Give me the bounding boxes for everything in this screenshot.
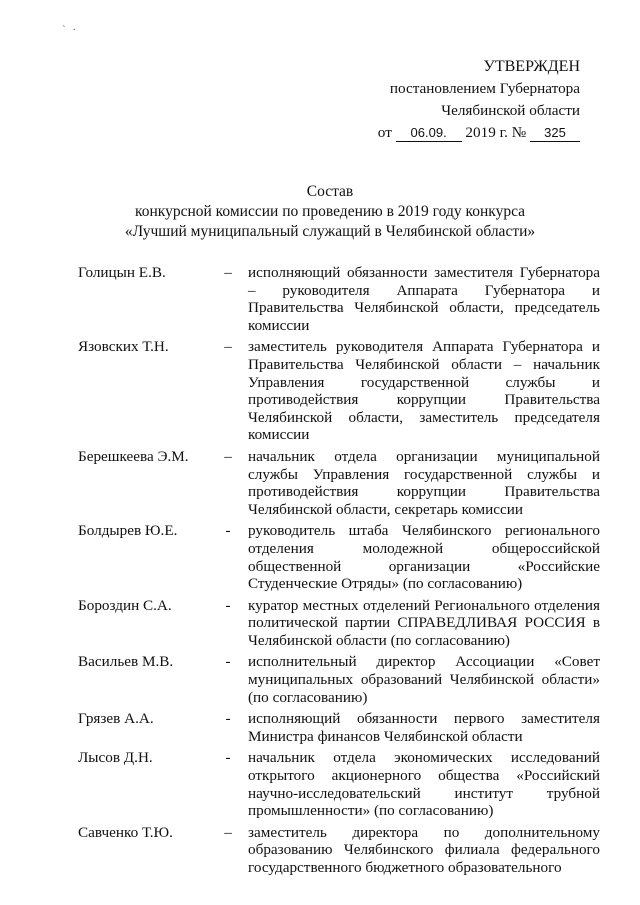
member-role: начальник отдела организации муниципальной службы Управления государственной службы и противодействия коррупции Правительства Челябинской области, секретарь комиссии <box>248 447 600 518</box>
member-row <box>78 749 600 819</box>
member-dash: – <box>224 264 232 281</box>
heading-line-2: конкурсной комиссии по проведению в 2019 году конкурса <box>134 203 526 220</box>
member-dash: – <box>224 338 232 356</box>
member-row <box>78 824 600 877</box>
member-dash: - <box>225 596 231 614</box>
member-dash: – <box>224 447 232 465</box>
scan-mark: ` · <box>62 24 79 36</box>
member-row <box>78 448 600 518</box>
member-role: начальник отдела экономических исследований открытого акционерного общества «Российский научно-исследовательский институт трубной промышленности» (по согласованию) <box>248 749 600 820</box>
approval-number: 325 <box>530 125 580 142</box>
member-name: Болдырев Ю.Е. <box>78 522 178 540</box>
document-heading <box>60 182 600 242</box>
member-dash: - <box>225 522 231 540</box>
member-dash: - <box>225 653 231 671</box>
approval-line-1: постановлением Губернатора <box>389 80 580 97</box>
approval-date: 06.09. <box>396 125 462 142</box>
member-row <box>78 338 600 444</box>
members-list <box>78 264 600 881</box>
from-label: от <box>377 124 392 141</box>
member-name: Савченко Т.Ю. <box>78 823 173 841</box>
member-name: Грязев А.А. <box>78 710 154 728</box>
member-name: Голицын Е.В. <box>78 264 166 281</box>
member-row <box>78 597 600 650</box>
member-row <box>78 710 600 745</box>
heading-line-1: Состав <box>306 183 354 200</box>
heading-line-3: «Лучший муниципальный служащий в Челябинской области» <box>124 223 536 240</box>
member-role: куратор местных отделений Регионального отделения политической партии СПРАВЕДЛИВАЯ РОССИЯ в Челябинской области (по согласованию) <box>248 596 600 649</box>
member-row <box>78 264 600 334</box>
member-row <box>78 653 600 706</box>
member-role: заместитель директора по дополнительному образованию Челябинского филиала федерального государственного бюджетного образовательного <box>248 823 600 876</box>
approval-line-2: Челябинской области <box>441 102 580 119</box>
member-name: Язовских Т.Н. <box>78 338 169 356</box>
approval-title: УТВЕРЖДЕН <box>483 58 580 75</box>
member-dash: - <box>225 749 231 767</box>
member-role: руководитель штаба Челябинского регионального отделения молодежной общероссийской общественной организации «Российские Студенческие Отряды» (по согласованию) <box>248 522 600 593</box>
member-role: исполняющий обязанности заместителя Губернатора – руководителя Аппарата Губернатора и Правительства Челябинской области, председатель комиссии <box>248 264 600 334</box>
member-row <box>78 522 600 592</box>
member-role: заместитель руководителя Аппарата Губернатора и Правительства Челябинской области – начальник Управления государственной службы и противодействия коррупции Правительства Челябинской области, заместитель председателя комиссии <box>248 338 600 444</box>
member-role: исполнительный директор Ассоциации «Совет муниципальных образований Челябинской области» (по согласованию) <box>248 653 600 706</box>
member-role: исполняющий обязанности первого заместителя Министра финансов Челябинской области <box>248 710 600 745</box>
member-dash: - <box>225 710 231 728</box>
member-name: Бороздин С.А. <box>78 596 172 614</box>
member-name: Лысов Д.Н. <box>78 749 153 767</box>
approval-date-line <box>330 122 580 144</box>
member-dash: – <box>224 823 232 841</box>
approval-block <box>330 56 580 144</box>
member-name: Васильев М.В. <box>78 653 174 671</box>
member-name: Берешкеева Э.М. <box>78 447 189 465</box>
year-text: 2019 г. № <box>465 124 527 141</box>
